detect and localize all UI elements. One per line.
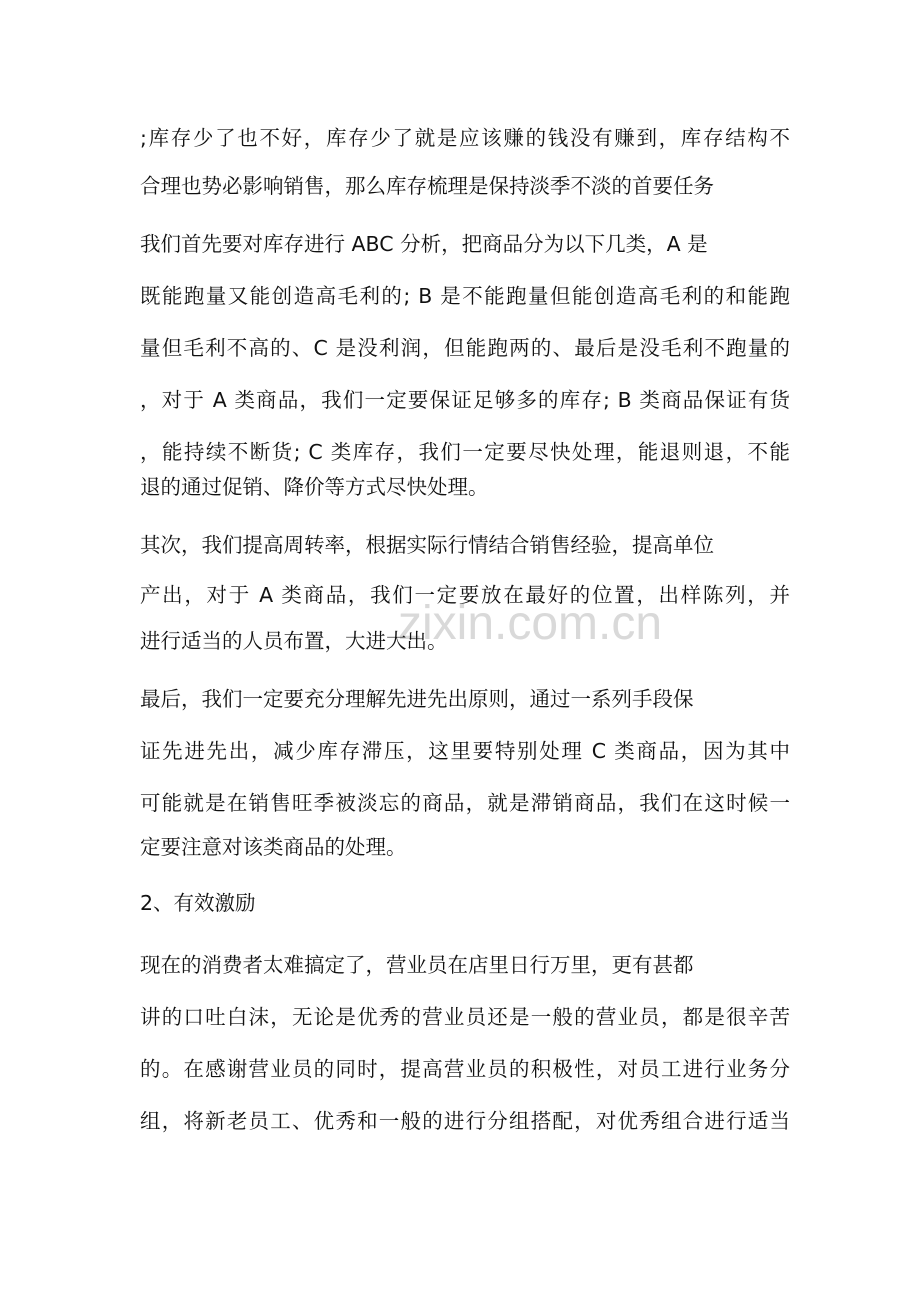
text-line-11: 进行适当的人员布置，大进大出。 [140,629,448,653]
text-line-19: 的。在感谢营业员的同时，提高营业员的积极性，对员工进行业务分 [140,1057,790,1081]
section-heading: 2、有效激励 [140,891,256,915]
text-line-5: 量但毛利不高的、C 是没利润，但能跑两的、最后是没毛利不跑量的 [140,336,790,360]
text-line-3: 我们首先要对库存进行 ABC 分析，把商品分为以下几类，A 是 [140,232,708,256]
text-line-20: 组，将新老员工、优秀和一般的进行分组搭配，对优秀组合进行适当 [140,1109,790,1133]
text-line-15: 定要注意对该类商品的处理。 [140,835,407,859]
text-line-8: 退的通过促销、降价等方式尽快处理。 [140,475,489,499]
text-line-13: 证先进先出，减少库存滞压，这里要特别处理 C 类商品，因为其中 [140,739,790,763]
text-line-17: 现在的消费者太难搞定了，营业员在店里日行万里，更有甚都 [140,953,694,977]
text-line-4: 既能跑量又能创造高毛利的; B 是不能跑量但能创造高毛利的和能跑 [140,284,790,308]
watermark: zixin.com.cn [398,597,663,650]
text-line-6: ，对于 A 类商品，我们一定要保证足够多的库存; B 类商品保证有货 [140,388,790,412]
text-line-18: 讲的口吐白沫，无论是优秀的营业员还是一般的营业员，都是很辛苦 [140,1005,790,1029]
text-line-14: 可能就是在销售旺季被淡忘的商品，就是滞销商品，我们在这时候一 [140,791,790,815]
text-line-7: ，能持续不断货; C 类库存，我们一定要尽快处理，能退则退，不能 [140,440,790,464]
text-line-12: 最后，我们一定要充分理解先进先出原则，通过一系列手段保 [140,687,694,711]
text-line-9: 其次，我们提高周转率，根据实际行情结合销售经验，提高单位 [140,533,714,557]
text-line-2: 合理也势必影响销售，那么库存梳理是保持淡季不淡的首要任务 [140,174,714,198]
text-line-1: ;库存少了也不好，库存少了就是应该赚的钱没有赚到，库存结构不 [140,126,790,150]
text-line-10: 产出，对于 A 类商品，我们一定要放在最好的位置，出样陈列，并 [140,583,790,607]
